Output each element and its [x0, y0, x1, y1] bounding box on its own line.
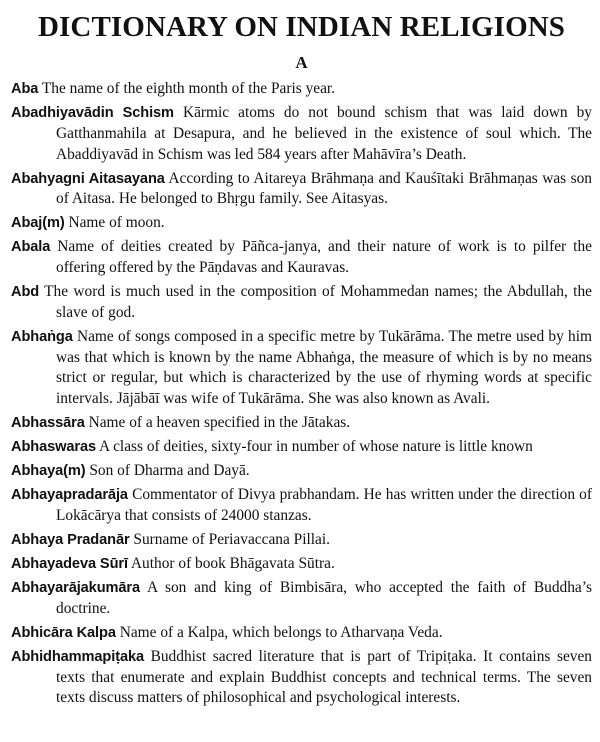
- entry-headword: Abhicāra Kalpa: [11, 624, 116, 641]
- entry-definition: Son of Dharma and Dayā.: [89, 462, 250, 480]
- entry-headword: Abhaṅga: [11, 328, 73, 345]
- entry-headword: Abhayadeva Sūrī: [11, 555, 128, 572]
- dictionary-entry: [11, 554, 592, 575]
- entry-definition: Name of songs composed in a specific metre by Tukārāma. The metre used by him was that which is known by the name Abhaṅga, the measure of which is by no means strict or regular, but which is characterized by the use of rhyming words at specific intervals. Jājābāī was wife of Tukārāma. She was also known as Avali.: [56, 327, 592, 408]
- entry-definition: Name of a Kalpa, which belongs to Atharvaṇa Veda.: [119, 623, 443, 641]
- dictionary-entry: [11, 282, 592, 324]
- entry-list: [11, 79, 592, 709]
- entry-headword: Abhayapradarāja: [11, 487, 128, 504]
- dictionary-entry: [11, 213, 592, 234]
- entry-definition: Commentator of Divya prabhandam. He has written under the direction of Lokācārya that consists of 24000 stanzas.: [56, 486, 592, 525]
- entry-headword: Abala: [11, 239, 51, 256]
- entry-headword: Abhaya Pradanār: [11, 532, 130, 548]
- entry-definition: A son and king of Bimbisāra, who accepted the faith of Buddha’s doctrine.: [56, 578, 593, 617]
- entry-headword: Abhassāra: [11, 415, 85, 432]
- entry-definition: Buddhist sacred literature that is part of Tripiṭaka. It contains seven texts that enumerate and explain Buddhist concepts and technical terms. The seven texts discuss matters of philosophical and psychological interests.: [56, 647, 592, 707]
- entry-headword: Abadhiyavādin Schism: [11, 104, 174, 121]
- dictionary-entry: [11, 647, 592, 709]
- entry-definition: The word is much used in the composition of Mohammedan names; the Abdullah, the slave of god.: [44, 283, 592, 321]
- dictionary-entry: [11, 530, 592, 551]
- entry-headword: Abahyagni Aitasayana: [11, 170, 165, 187]
- page-title: DICTIONARY ON INDIAN RELIGIONS: [37, 11, 565, 43]
- entry-definition: A class of deities, sixty-four in number of whose nature is little known: [98, 438, 533, 456]
- entry-definition: The name of the eighth month of the Paris year.: [41, 80, 336, 97]
- dictionary-entry: [11, 485, 592, 527]
- entry-headword: Abhaya(m): [11, 463, 86, 480]
- entry-headword: Abaj(m): [11, 215, 65, 232]
- dictionary-entry: [11, 327, 592, 410]
- section-letter: A: [295, 53, 308, 72]
- entry-headword: Abhaswaras: [11, 439, 96, 456]
- entry-definition: Name of a heaven specified in the Jātakas.: [88, 414, 351, 432]
- entry-definition: Author of book Bhāgavata Sūtra.: [130, 554, 335, 572]
- dictionary-entry: [11, 79, 592, 100]
- dictionary-entry: [11, 437, 592, 458]
- entry-definition: Kārmic atoms do not bound schism that was laid down by Gatthanmahila at Desapura, and he believed in the existence of soul which. The Abaddiyavād in Schism was led 584 years after Mahāvīra’s Death.: [56, 103, 592, 163]
- dictionary-entry: [11, 103, 592, 165]
- dictionary-entry: [11, 237, 592, 279]
- entry-definition: Surname of Periavaccana Pillai.: [133, 531, 330, 548]
- dictionary-entry: [11, 461, 592, 482]
- entry-headword: Abhidhammapiṭaka: [11, 648, 145, 665]
- entry-definition: Name of moon.: [68, 214, 165, 232]
- entry-definition: Name of deities created by Pāñca-janya, and their nature of work is to pilfer the offering offered by the Pāṇdavas and Kauravas.: [56, 238, 592, 277]
- entry-headword: Abd: [11, 284, 40, 301]
- entry-headword: Abhayarājakumāra: [11, 579, 141, 596]
- entry-definition: According to Aitareya Brāhmaṇa and Kauśītaki Brāhmaṇas was son of Aitasa. He belonged to Bhṛgu family. See Aitasyas.: [56, 169, 592, 208]
- entry-headword: Aba: [11, 81, 39, 97]
- dictionary-entry: [11, 623, 592, 644]
- dictionary-entry: [11, 413, 592, 434]
- dictionary-entry: [11, 169, 592, 211]
- dictionary-entry: [11, 578, 592, 620]
